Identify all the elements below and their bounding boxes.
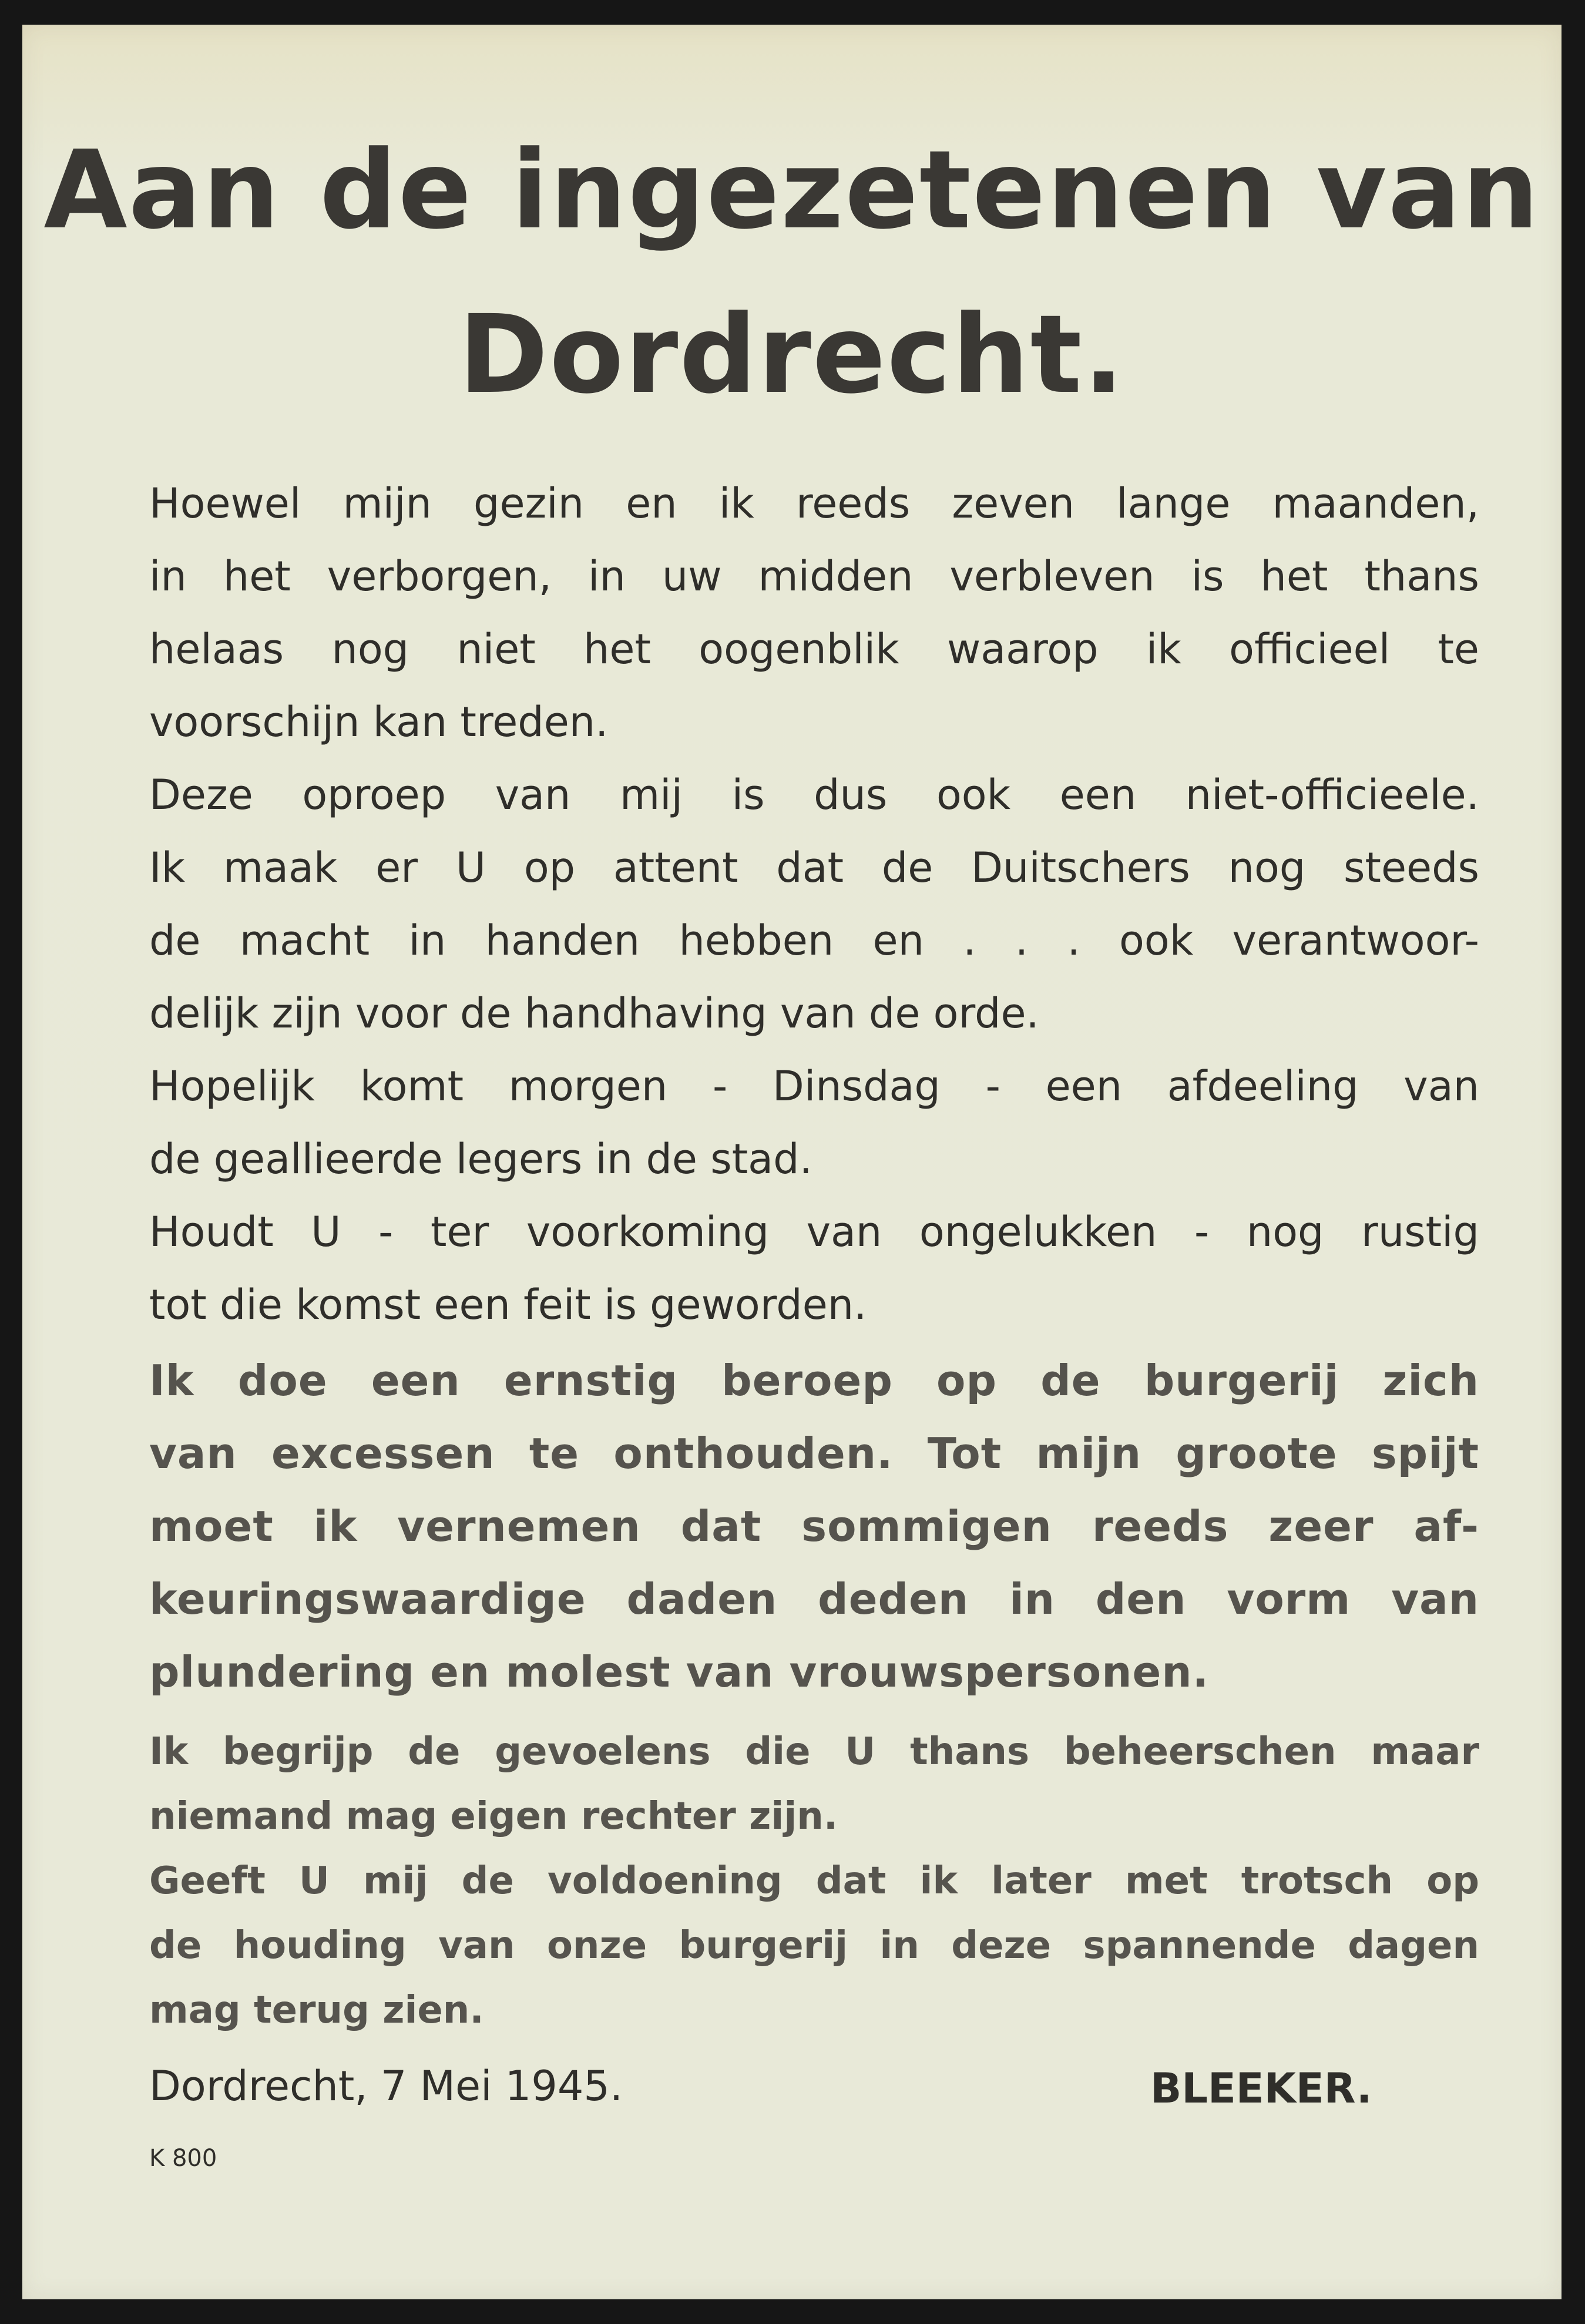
body-line: de macht in handen hebben en . . . ook verantwoor-: [149, 916, 1479, 965]
poster-sheet: [22, 25, 1562, 2299]
body-line-bold: plundering en molest van vrouwspersonen.: [149, 1647, 1209, 1697]
print-code: K 800: [149, 2145, 217, 2172]
body-line: Houdt U - ter voorkoming van ongelukken - nog rustig: [149, 1208, 1479, 1256]
body-line-bold: van excessen te onthouden. Tot mijn groote spijt: [149, 1429, 1479, 1478]
body-line: helaas nog niet het oogenblik waarop ik officieel te: [149, 625, 1479, 673]
body-line: Ik maak er U op attent dat de Duitschers nog steeds: [149, 844, 1479, 892]
poster-title-line-1: Aan de ingezetenen van: [43, 127, 1540, 253]
body-line: in het verborgen, in uw midden verbleven is het thans: [149, 552, 1479, 600]
body-line-bold: Ik doe een ernstig beroep op de burgerij zich: [149, 1356, 1479, 1405]
body-line-bold: keuringswaardige daden deden in den vorm van: [149, 1574, 1479, 1624]
body-line: voorschijn kan treden.: [149, 698, 609, 746]
body-line: de geallieerde legers in de stad.: [149, 1135, 812, 1183]
poster-title-line-2: Dordrecht.: [458, 292, 1126, 418]
body-line-bold: niemand mag eigen rechter zijn.: [149, 1795, 838, 1838]
body-line-bold: Geeft U mij de voldoening dat ik later met trotsch op: [149, 1859, 1479, 1903]
body-line-bold: Ik begrijp de gevoelens die U thans beheerschen maar: [149, 1730, 1479, 1774]
place-date: Dordrecht, 7 Mei 1945.: [149, 2062, 623, 2110]
body-line: Deze oproep van mij is dus ook een niet-officieele.: [149, 771, 1479, 819]
body-line: Hopelijk komt morgen - Dinsdag - een afdeeling van: [149, 1062, 1479, 1110]
body-line-bold: de houding van onze burgerij in deze spannende dagen: [149, 1924, 1479, 1967]
body-line-bold: mag terug zien.: [149, 1989, 484, 2032]
body-line: tot die komst een feit is geworden.: [149, 1281, 867, 1329]
body-line-bold: moet ik vernemen dat sommigen reeds zeer af-: [149, 1502, 1479, 1551]
signature: BLEEKER.: [1150, 2064, 1372, 2113]
body-line: delijk zijn voor de handhaving van de orde.: [149, 989, 1039, 1037]
body-line: Hoewel mijn gezin en ik reeds zeven lange maanden,: [149, 479, 1479, 528]
